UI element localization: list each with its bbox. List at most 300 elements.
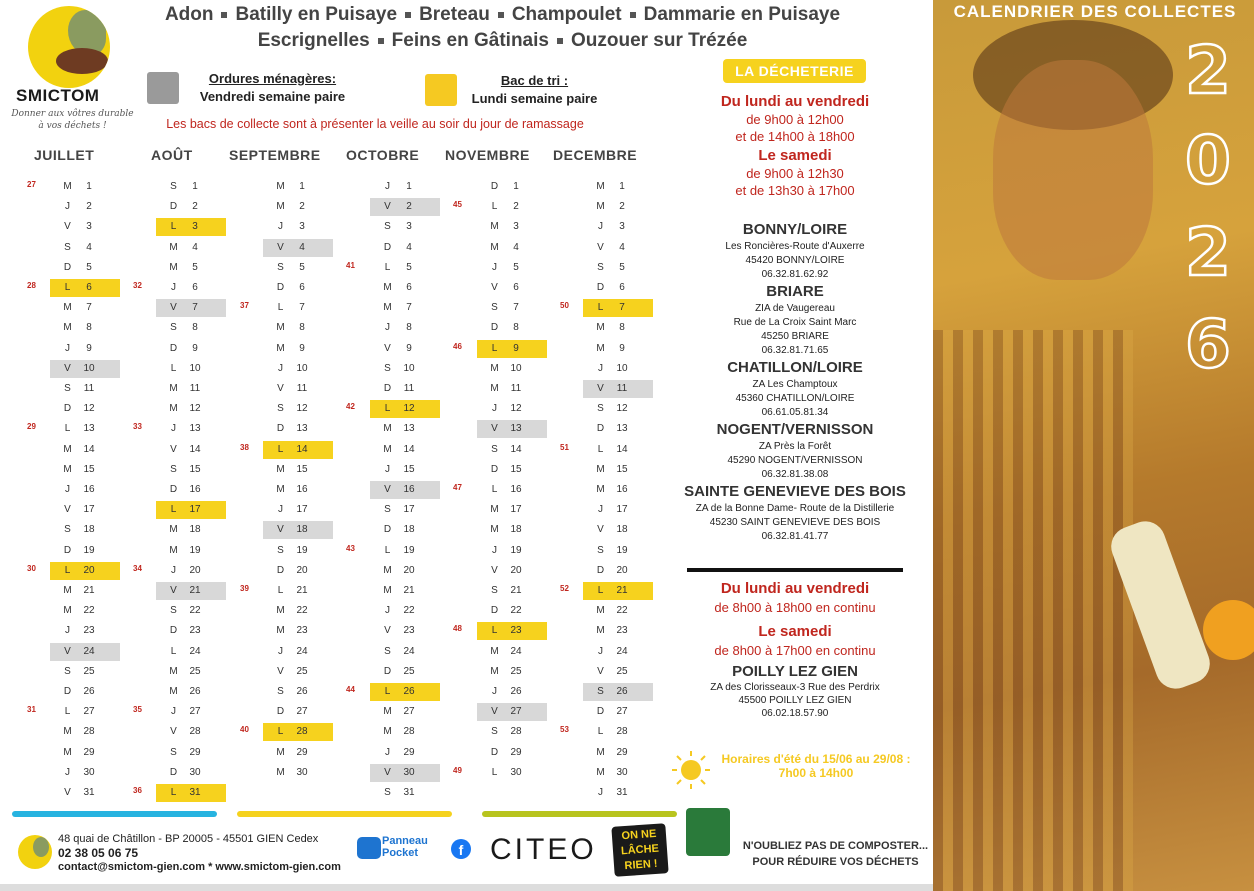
calendar-day: J 1 <box>385 181 412 192</box>
ordures-schedule: Vendredi semaine paire <box>199 89 346 104</box>
site-detail: 45420 BONNY/LOIRE <box>745 255 845 266</box>
site-detail: Rue de La Croix Saint Marc <box>733 317 857 328</box>
calendar-day: M 15 <box>276 463 308 475</box>
week-number: 31 <box>27 705 36 715</box>
facebook-icon[interactable]: f <box>451 839 471 859</box>
calendar-day: L 23 <box>477 622 547 640</box>
site-phone: 06.02.18.57.90 <box>761 708 829 719</box>
calendar-day: M 3 <box>490 221 519 233</box>
calendar-day: J 29 <box>385 746 415 758</box>
site-detail: 06.32.81.71.65 <box>761 345 829 356</box>
calendar-day: M 8 <box>276 322 305 334</box>
calendar-day: D 2 <box>169 201 198 213</box>
calendar-day: J 26 <box>492 686 522 697</box>
month-header-octobre: OCTOBRE <box>346 147 420 163</box>
calendar-day: V 13 <box>477 420 547 438</box>
calendar-day: D 22 <box>490 605 522 617</box>
calendar-day: V 23 <box>384 625 415 637</box>
calendar-day: V 17 <box>64 504 95 516</box>
site-detail: 06.32.81.41.77 <box>761 531 829 542</box>
calendar-day: V 11 <box>583 380 653 398</box>
week-number: 44 <box>346 685 355 694</box>
calendar-day: V 31 <box>64 787 95 798</box>
site-detail: ZIA de Vaugereau <box>755 303 835 314</box>
bullet-separator <box>378 38 384 44</box>
calendar-day: J 15 <box>385 463 415 475</box>
calendar-day: V 16 <box>370 481 440 499</box>
site-detail: 06.32.81.38.08 <box>761 469 829 480</box>
calendar-day: M 14 <box>63 443 95 455</box>
week-number: 38 <box>240 442 249 452</box>
town-name: Champoulet <box>511 4 622 25</box>
site-name: BONNY/LOIRE <box>742 221 848 238</box>
calendar-day: M 30 <box>596 766 628 778</box>
year-digit: 2 <box>1185 32 1231 109</box>
color-bar-blue <box>12 811 217 817</box>
week-number: 43 <box>346 543 355 553</box>
calendar-day: L 16 <box>491 484 522 495</box>
footer-logo-icon <box>18 835 52 869</box>
calendar-day: J 3 <box>278 221 305 233</box>
collection-notice: Les bacs de collecte sont à présenter la veille au soir du jour de ramassage <box>166 117 584 131</box>
month-header-aout: AOÛT <box>151 147 193 163</box>
week-number: 45 <box>453 200 462 210</box>
calendar-day: M 28 <box>383 726 415 738</box>
footer <box>0 823 933 891</box>
week-number: 48 <box>453 624 462 634</box>
week-number: 30 <box>27 563 36 573</box>
week-number: 51 <box>560 442 569 452</box>
ordures-swatch <box>147 72 179 104</box>
calendar-day: M 28 <box>63 726 95 738</box>
calendar-day: S 10 <box>384 362 415 374</box>
calendar-day: M 20 <box>383 564 415 576</box>
calendar-day: S 4 <box>64 241 92 253</box>
calendar-day: D 6 <box>276 282 305 293</box>
calendar-day: J 5 <box>492 261 519 273</box>
calendar-day: J 9 <box>65 342 92 354</box>
calendar-day: D 27 <box>276 706 308 718</box>
calendar-day: L 21 <box>583 582 653 600</box>
calendar-day: V 18 <box>597 524 628 536</box>
calendar-day: V 4 <box>263 239 333 257</box>
towns-line-1 <box>130 4 875 26</box>
calendar-day: L 12 <box>370 400 440 418</box>
logo-tagline: Donner aux vôtres durable à vos déchets ! <box>11 109 134 131</box>
week-number: 50 <box>560 301 569 311</box>
logo-emblem-icon <box>28 6 110 88</box>
logo-name: SMICTOM <box>16 86 100 105</box>
calendar-day: J 27 <box>171 706 201 718</box>
calendar-day: S 28 <box>491 726 522 738</box>
footer-address: 48 quai de Châtillon - BP 20005 - 45501 GIEN Cedex <box>58 833 319 845</box>
calendar-day: V 9 <box>384 342 412 354</box>
bullet-separator <box>498 12 504 18</box>
calendar-day: S 21 <box>491 585 522 596</box>
calendar-day: S 3 <box>384 221 412 233</box>
calendar-day: M 21 <box>63 585 95 596</box>
week-number: 53 <box>560 725 569 735</box>
calendar-day: V 21 <box>156 582 226 600</box>
saturday-hours-title: Le samedi <box>758 147 832 164</box>
month-header-decembre: DECEMBRE <box>553 147 638 163</box>
weekday-hours-line-1: de 9h00 à 12h00 <box>746 112 844 127</box>
calendar-day: S 14 <box>491 443 522 455</box>
weekday-hours-line-2: et de 14h00 à 18h00 <box>735 129 855 144</box>
calendar-day: D 11 <box>383 383 415 394</box>
sun-icon <box>669 749 713 791</box>
calendar-day: V 20 <box>491 564 522 576</box>
calendar-day: M 8 <box>63 322 92 334</box>
calendar-day: S 5 <box>277 261 305 273</box>
tri-swatch <box>425 74 457 106</box>
compost-reminder: N'OUBLIEZ PAS DE COMPOSTER... POUR RÉDUIRE VOS DÉCHETS <box>742 840 929 868</box>
bullet-separator <box>405 12 411 18</box>
calendar-day: M 29 <box>63 746 95 758</box>
town-name: Feins en Gâtinais <box>391 30 549 51</box>
month-header-novembre: NOVEMBRE <box>445 147 530 163</box>
calendar-day: J 2 <box>65 201 92 213</box>
calendar-day: V 30 <box>370 764 440 782</box>
calendar-day: S 5 <box>597 261 625 273</box>
calendar-day: D 15 <box>490 463 522 475</box>
calendar-day: L 17 <box>156 501 226 519</box>
calendar-day: M 1 <box>63 181 92 192</box>
site-detail: 45250 BRIARE <box>761 331 829 342</box>
calendar-day: S 8 <box>170 322 198 334</box>
calendar-day: L 9 <box>477 340 547 358</box>
saturday-hours-title-2: Le samedi <box>758 623 832 640</box>
calendar-day: D 26 <box>63 686 95 697</box>
site-name: SAINTE GENEVIEVE DES BOIS <box>684 483 906 500</box>
footer-contact[interactable]: contact@smictom-gien.com * www.smictom-gien.com <box>58 861 341 873</box>
calendar-day: V 10 <box>50 360 120 378</box>
week-number: 28 <box>27 281 36 290</box>
week-number: 29 <box>27 422 36 432</box>
calendar-day: L 6 <box>50 279 120 297</box>
calendar-day: J 24 <box>278 645 308 657</box>
bottom-strip <box>0 884 933 891</box>
calendar-day: L 5 <box>384 261 412 273</box>
calendar-day: M 9 <box>276 342 305 354</box>
year-digit: 2 <box>1185 214 1231 291</box>
town-name: Breteau <box>419 4 490 25</box>
calendar-day: M 11 <box>169 383 201 394</box>
summer-hours: Horaires d'été du 15/06 au 29/08 : 7h00 à 14h00 <box>721 752 911 780</box>
calendar-day: S 17 <box>384 504 415 516</box>
bullet-separator <box>630 12 636 18</box>
site-detail: 45360 CHATILLON/LOIRE <box>735 393 855 404</box>
week-number: 37 <box>240 301 249 311</box>
calendar-day: M 4 <box>490 241 519 253</box>
calendar-day: D 13 <box>276 423 308 435</box>
calendar-day: J 16 <box>65 484 95 495</box>
calendar-day: M 9 <box>596 342 625 354</box>
calendar-day: L 14 <box>263 441 333 459</box>
calendar-day: L 30 <box>491 766 522 778</box>
calendar-day: L 13 <box>64 423 95 435</box>
year-digit: 0 <box>1185 122 1231 199</box>
calendar-day: M 14 <box>383 443 415 455</box>
saturday-hours-line-1: de 9h00 à 12h30 <box>746 166 844 181</box>
calendar-day: V 25 <box>597 665 628 677</box>
calendar-day: S 1 <box>170 181 198 192</box>
bullet-separator <box>557 38 563 44</box>
tri-title: Bac de tri : <box>500 73 569 88</box>
calendar-day: S 25 <box>64 665 95 677</box>
calendar-day: V 27 <box>477 703 547 721</box>
calendar-day: D 8 <box>490 322 519 334</box>
citeo-logo: CITEO <box>490 833 597 866</box>
saturday-hours-2: de 8h00 à 17h00 en continu <box>714 643 876 658</box>
calendar-day: M 4 <box>169 241 198 253</box>
calendar-day: D 18 <box>383 524 415 536</box>
calendar-day: L 3 <box>156 218 226 236</box>
week-number: 52 <box>560 584 569 593</box>
calendar-day: D 6 <box>596 282 625 293</box>
week-number: 40 <box>240 725 249 735</box>
calendar-day: M 11 <box>490 383 522 394</box>
calendar-day: V 25 <box>277 665 308 677</box>
site-detail: 45230 SAINT GENEVIEVE DES BOIS <box>709 517 881 528</box>
footer-phone: 02 38 05 06 75 <box>58 846 139 860</box>
week-number: 32 <box>133 281 142 290</box>
calendar-day: S 11 <box>64 383 95 394</box>
site-detail: 45290 NOGENT/VERNISSON <box>727 455 863 466</box>
calendar-day: M 6 <box>383 282 412 293</box>
weekday-hours-2: de 8h00 à 18h00 en continu <box>714 600 876 615</box>
calendar-day: M 25 <box>169 665 201 677</box>
site-detail: Les Roncières-Route d'Auxerre <box>725 241 865 252</box>
calendar-day: D 9 <box>169 342 198 354</box>
calendar-day: M 23 <box>276 625 308 637</box>
calendar-day: L 26 <box>370 683 440 701</box>
decheterie-sites <box>660 218 930 542</box>
calendar-day: S 18 <box>64 524 95 536</box>
calendar-day: M 2 <box>276 201 305 213</box>
calendar-day: M 19 <box>169 544 201 556</box>
weekday-hours-title: Du lundi au vendredi <box>720 93 870 110</box>
site-address-line: ZA des Clorisseaux-3 Rue des Perdrix <box>710 682 880 693</box>
color-bar-green <box>482 811 677 817</box>
calendar-day: S 15 <box>170 463 201 475</box>
calendar-day: D 1 <box>490 181 519 192</box>
calendar-day: D 19 <box>63 544 95 556</box>
calendar-day: S 22 <box>170 605 201 617</box>
calendar-day: M 13 <box>383 423 415 435</box>
week-number: 47 <box>453 483 462 492</box>
week-number: 41 <box>346 260 355 270</box>
town-name: Ouzouer sur Trézée <box>570 30 748 51</box>
calendar-day: M 26 <box>169 686 201 697</box>
calendar-day: L 24 <box>170 645 201 657</box>
bullet-separator <box>221 12 227 18</box>
calendar-day: M 22 <box>276 605 308 617</box>
week-number: 36 <box>133 786 142 795</box>
ordures-title: Ordures ménagères: <box>208 71 337 86</box>
calendar-day: M 22 <box>596 605 628 617</box>
site-name: BRIARE <box>766 283 824 300</box>
year-digit: 6 <box>1185 306 1231 383</box>
calendar-day: M 10 <box>490 362 522 374</box>
calendar-day: M 12 <box>169 403 201 415</box>
calendar-day: S 31 <box>384 787 415 798</box>
calendar-day: M 30 <box>276 766 308 778</box>
site-detail: 06.61.05.81.34 <box>761 407 829 418</box>
smictom-logo <box>10 6 135 146</box>
week-number: 42 <box>346 402 355 412</box>
calendar-day: M 25 <box>490 665 522 677</box>
calendar-day: J 3 <box>598 221 625 233</box>
calendar-day: M 17 <box>490 504 522 516</box>
site-address-line: 45500 POILLY LEZ GIEN <box>738 695 852 706</box>
towns-line-2 <box>130 30 875 52</box>
town-name: Batilly en Puisaye <box>235 4 398 25</box>
calendar-day: S 19 <box>597 544 628 556</box>
panneau-pocket-label[interactable]: Panneau Pocket <box>382 835 428 859</box>
calendar-day: V 11 <box>277 383 308 394</box>
calendar-day: L 2 <box>491 201 519 213</box>
decheterie-badge: LA DÉCHETERIE <box>723 59 866 83</box>
calendar-day: J 19 <box>492 544 522 556</box>
compost-bin-icon <box>686 808 730 856</box>
calendar-day: L 28 <box>597 726 628 738</box>
site-name: NOGENT/VERNISSON <box>716 421 874 438</box>
site-detail: ZA de la Bonne Dame- Route de la Distillerie <box>695 503 895 514</box>
calendar-day: M 21 <box>383 585 415 596</box>
week-number: 35 <box>133 705 142 715</box>
site-detail: ZA Près la Forêt <box>758 441 832 452</box>
calendar-day: M 2 <box>596 201 625 213</box>
calendar-day: J 13 <box>171 423 201 435</box>
calendar-day: V 28 <box>170 726 201 738</box>
calendar-day: J 23 <box>65 625 95 637</box>
calendar-day: M 7 <box>383 302 412 314</box>
calendar-day: V 14 <box>170 443 201 455</box>
calendar-day: S 12 <box>277 403 308 415</box>
site-name-poilly: POILLY LEZ GIEN <box>732 663 858 680</box>
calendar-day: L 28 <box>263 723 333 741</box>
month-header-juillet: JUILLET <box>34 147 95 163</box>
calendar-day: S 19 <box>277 544 308 556</box>
calendar-day: L 14 <box>597 443 628 455</box>
calendar-day: J 8 <box>385 322 412 334</box>
month-header-septembre: SEPTEMBRE <box>229 147 321 163</box>
color-bar-yellow <box>237 811 452 817</box>
calendar-day: M 24 <box>490 645 522 657</box>
calendar-day: J 22 <box>385 605 415 617</box>
section-divider <box>687 568 903 572</box>
calendar-day: L 10 <box>170 362 201 374</box>
calendar-day: L 7 <box>277 302 305 314</box>
calendar-day: M 8 <box>596 322 625 334</box>
calendar-day: M 1 <box>596 181 625 192</box>
week-number: 34 <box>133 563 142 573</box>
calendar-day: S 29 <box>170 746 201 758</box>
calendar-day: M 15 <box>596 463 628 475</box>
calendar-day: S 26 <box>583 683 653 701</box>
town-name: Dammarie en Puisaye <box>643 4 841 25</box>
calendar-day: M 1 <box>276 181 305 192</box>
calendar-day: S 24 <box>384 645 415 657</box>
calendar-title: CALENDRIER DES COLLECTES <box>953 2 1237 21</box>
town-name: Escrignelles <box>257 30 370 51</box>
calendar-day: V 7 <box>156 299 226 317</box>
calendar-day: M 29 <box>596 746 628 758</box>
calendar-day: S 26 <box>277 686 308 697</box>
weekday-hours-title-2: Du lundi au vendredi <box>720 580 870 597</box>
calendar-day: S 7 <box>491 302 519 314</box>
calendar-day: D 12 <box>63 403 95 415</box>
calendar-day: J 17 <box>598 504 628 516</box>
calendar-day: J 17 <box>278 504 308 516</box>
calendar-day: D 27 <box>596 706 628 718</box>
site-name: CHATILLON/LOIRE <box>727 359 863 376</box>
calendar-day: D 20 <box>276 564 308 576</box>
week-number: 46 <box>453 341 462 351</box>
calendar-day: L 27 <box>64 706 95 718</box>
calendar-day: V 6 <box>491 282 519 293</box>
calendar-day: J 12 <box>492 403 522 415</box>
calendar-day: M 23 <box>596 625 628 637</box>
calendar-day: D 25 <box>383 665 415 677</box>
calendar-day: M 15 <box>63 463 95 475</box>
calendar-day: J 10 <box>598 362 628 374</box>
calendar-day: V 2 <box>370 198 440 216</box>
panneau-pocket-icon[interactable] <box>357 837 381 859</box>
calendar-day: M 29 <box>276 746 308 758</box>
calendar-day: J 20 <box>171 564 201 576</box>
calendar-day: M 5 <box>169 261 198 273</box>
calendar-day: M 18 <box>490 524 522 536</box>
calendar-day: D 5 <box>63 261 92 273</box>
saturday-hours-line-2: et de 13h30 à 17h00 <box>735 183 855 198</box>
calendar-day: V 3 <box>64 221 92 233</box>
calendar-day: D 30 <box>169 766 201 778</box>
calendar-day: D 29 <box>490 746 522 758</box>
calendar-day: M 16 <box>596 484 628 495</box>
calendar-day: D 20 <box>596 564 628 576</box>
calendar-day: M 27 <box>383 706 415 718</box>
calendar-day: J 10 <box>278 362 308 374</box>
calendar-day: J 6 <box>171 282 198 293</box>
week-number: 39 <box>240 584 249 593</box>
town-name: Adon <box>164 4 214 25</box>
calendar-day: J 24 <box>598 645 628 657</box>
tri-schedule: Lundi semaine paire <box>471 91 598 106</box>
calendar-day: M 22 <box>63 605 95 617</box>
calendar-day: L 20 <box>50 562 120 580</box>
calendar-day: D 4 <box>383 241 412 253</box>
calendar-day: J 31 <box>598 787 628 798</box>
week-number: 49 <box>453 765 462 775</box>
week-number: 27 <box>27 180 36 189</box>
site-detail: 06.32.81.62.92 <box>761 269 829 280</box>
calendar-day: S 12 <box>597 403 628 415</box>
calendar-day: V 4 <box>597 241 625 253</box>
calendar-day: L 7 <box>583 299 653 317</box>
calendar-day: V 24 <box>50 643 120 661</box>
week-number: 33 <box>133 422 142 432</box>
calendar-day: J 30 <box>65 766 95 778</box>
on-ne-lache-rien-logo: ON NE LÂCHE RIEN ! <box>611 823 668 877</box>
site-detail: ZA Les Champtoux <box>752 379 838 390</box>
calendar-day: M 18 <box>169 524 201 536</box>
calendar-day: M 16 <box>276 484 308 495</box>
calendar-day: D 23 <box>169 625 201 637</box>
calendar-day: L 19 <box>384 544 415 556</box>
calendar-day: D 13 <box>596 423 628 435</box>
